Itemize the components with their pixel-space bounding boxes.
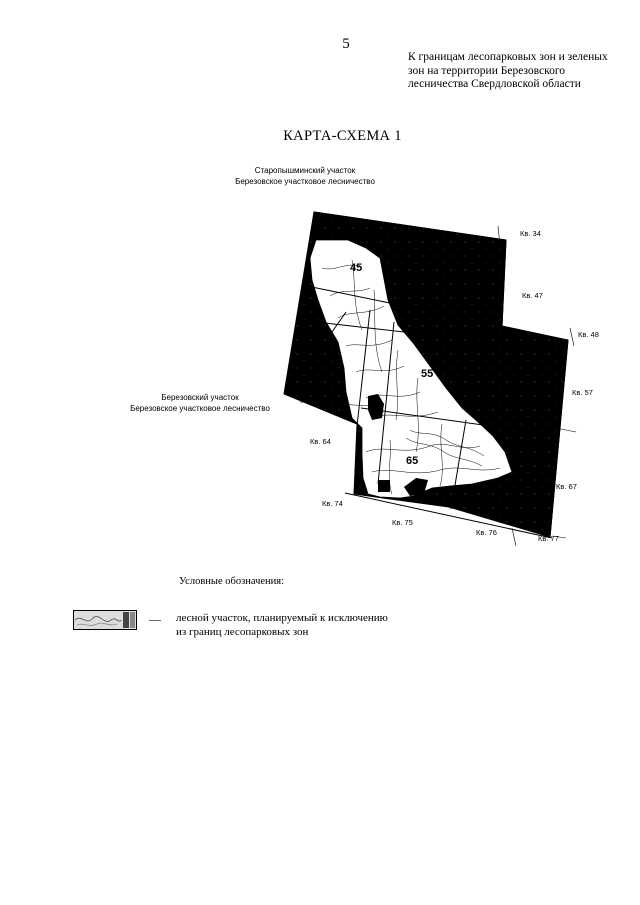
quarter-number-65: 65 [406,455,419,467]
quarter-label-76: Кв. 76 [476,528,497,537]
quarter-label-75: Кв. 75 [392,518,413,527]
quarter-number-45: 45 [350,262,363,274]
appendix-note-line-2: зон на территории Березовского [408,64,566,77]
legend-description-line-2: из границ лесопарковых зон [176,626,309,638]
legend-heading: Условные обозначения: [179,576,285,587]
quarter-label-48: Кв. 48 [578,330,599,339]
map-title: КАРТА-СХЕМА 1 [283,128,402,144]
legend-description-line-1: лесной участок, планируемый к исключению [176,612,388,624]
quarter-label-67: Кв. 67 [556,482,577,491]
quarter-label-47: Кв. 47 [522,291,543,300]
top-area-caption-line-1: Старопышминский участок [254,166,356,175]
left-area-caption-line-1: Березовский участок [161,393,239,402]
quarter-label-34: Кв. 34 [520,229,541,238]
left-area-caption-line-2: Березовское участковое лесничество [130,404,270,413]
quarter-label-57: Кв. 57 [572,388,593,397]
appendix-note-line-3: лесничества Свердловской области [408,78,581,91]
legend-dash: — [149,612,161,626]
quarter-number-55: 55 [421,368,434,380]
legend-swatch [73,610,137,630]
page-number: 5 [342,36,350,52]
top-area-caption-line-2: Березовское участковое лесничество [235,177,375,186]
appendix-note-line-1: К границам лесопарковых зон и зеленых [408,51,608,63]
quarter-label-74: Кв. 74 [322,499,343,508]
quarter-label-77: Кв. 77 [538,534,559,543]
quarter-label-64: Кв. 64 [310,437,331,446]
legend-description [176,611,416,639]
